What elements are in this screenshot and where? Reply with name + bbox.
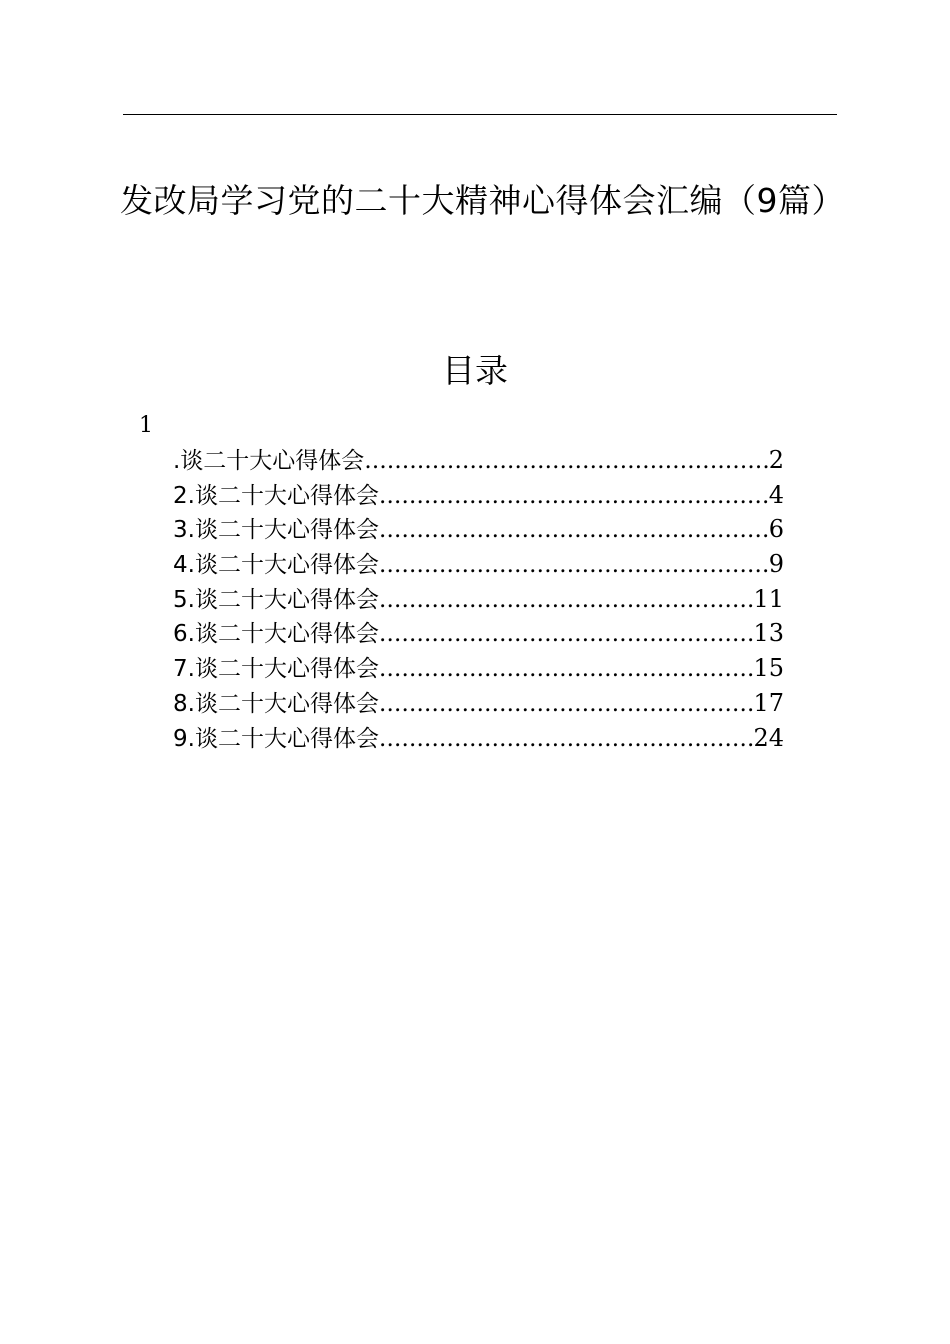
toc-entry-label: 3.谈二十大心得体会	[173, 517, 379, 544]
toc-heading: 目录	[442, 351, 508, 390]
toc-page-number: 11	[753, 584, 784, 613]
toc-dot-leader	[379, 652, 754, 687]
toc-dot-leader	[379, 722, 754, 757]
toc-page-number: 4	[768, 480, 784, 509]
toc-entry-label: 5.谈二十大心得体会	[173, 586, 379, 613]
table-of-contents	[173, 443, 784, 755]
toc-page-number: 6	[768, 515, 784, 544]
toc-page-number: 15	[753, 654, 784, 683]
toc-entry-label: 7.谈二十大心得体会	[173, 656, 379, 683]
toc-entry-label: 4.谈二十大心得体会	[173, 552, 379, 579]
toc-entry[interactable]	[173, 616, 784, 651]
toc-entry[interactable]	[173, 512, 784, 547]
toc-dot-leader	[379, 548, 769, 583]
toc-dot-leader	[379, 583, 754, 618]
toc-entry-label: 2.谈二十大心得体会	[173, 482, 379, 509]
toc-dot-leader	[379, 617, 754, 652]
toc-entry[interactable]	[173, 651, 784, 686]
toc-dot-leader	[379, 687, 754, 722]
toc-entry-label: 8.谈二十大心得体会	[173, 690, 379, 717]
toc-page-number: 2	[768, 446, 784, 474]
toc-entry-label: 9.谈二十大心得体会	[173, 725, 379, 752]
toc-entry[interactable]	[173, 478, 784, 513]
toc-entry-label: 6.谈二十大心得体会	[173, 621, 379, 648]
toc-page-number: 24	[753, 723, 784, 752]
toc-dot-leader	[379, 513, 769, 548]
toc-entry[interactable]	[173, 582, 784, 617]
toc-entry-label: .谈二十大心得体会	[173, 448, 365, 474]
toc-dot-leader	[379, 479, 769, 514]
toc-entry[interactable]	[173, 547, 784, 582]
toc-entry[interactable]	[173, 443, 784, 478]
toc-page-number: 9	[768, 550, 784, 579]
toc-dot-leader	[364, 444, 768, 479]
document-title: 发改局学习党的二十大精神心得体会汇编（9篇）	[120, 181, 845, 220]
toc-stray-number: 1	[139, 413, 153, 438]
header-rule	[123, 114, 837, 115]
toc-entry[interactable]	[173, 686, 784, 721]
toc-page-number: 13	[753, 619, 784, 648]
toc-page-number: 17	[753, 688, 784, 717]
toc-entry[interactable]	[173, 721, 784, 756]
